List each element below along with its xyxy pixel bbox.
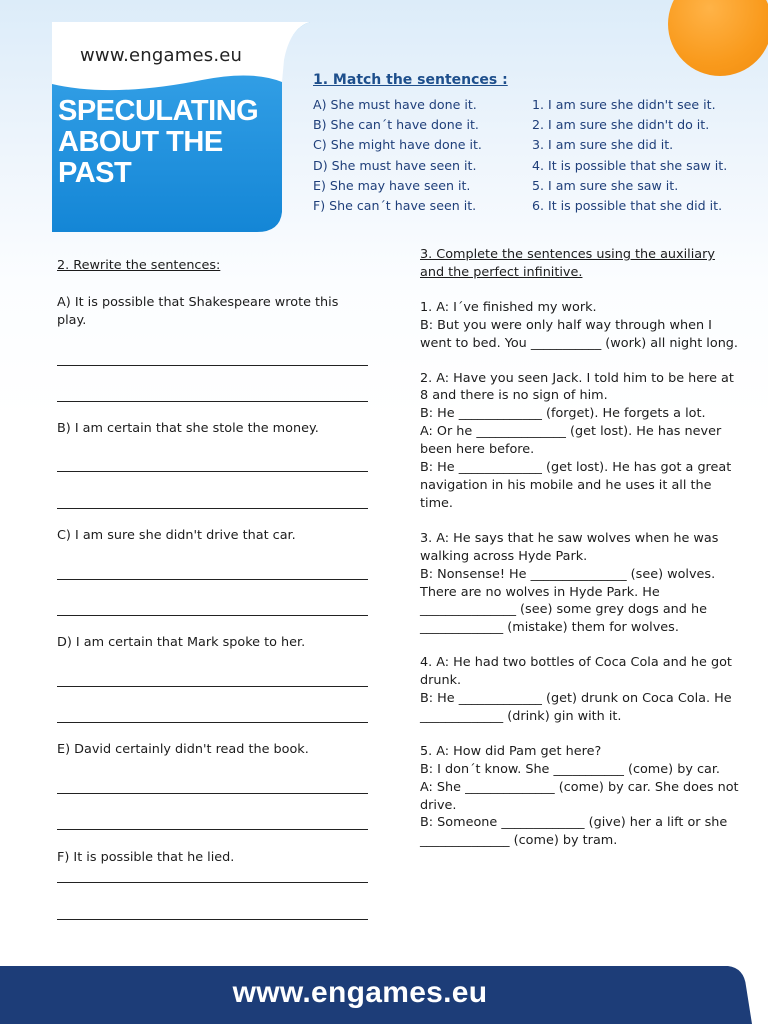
- match-left-item: A) She must have done it.: [313, 97, 477, 112]
- dialogue-line: B: He _____________ (get lost). He has got a great navigation in his mobile and he uses it all the time.: [420, 460, 732, 511]
- exercise2: [57, 258, 369, 865]
- title-line-3: PAST: [58, 157, 132, 189]
- answer-line[interactable]: [57, 919, 368, 920]
- match-left-item: F) She can´t have seen it.: [313, 197, 477, 213]
- rewrite-prompt: C) I am sure she didn't drive that car.: [57, 528, 296, 543]
- exercise1-left-list: [313, 97, 482, 218]
- match-right-item: 5. I am sure she saw it.: [532, 177, 679, 193]
- dialogue-line: B: Nonsense! He _______________ (see) wolves. There are no wolves in Hyde Park. He _______________ (see) some grey dogs and he _____________ (mistake) them for wolves.: [420, 566, 716, 636]
- match-left-item: E) She may have seen it.: [313, 177, 471, 193]
- match-right-item: 1. I am sure she didn't see it.: [532, 97, 716, 112]
- match-right-item: 4. It is possible that she saw it.: [532, 157, 728, 173]
- dialogue-line: 3. A: He says that he saw wolves when he was walking across Hyde Park.: [420, 530, 719, 564]
- answer-line[interactable]: [57, 615, 368, 616]
- exercise3-item-5: [420, 743, 740, 850]
- exercise3-item-3: [420, 530, 740, 637]
- page-title: [58, 96, 298, 189]
- dialogue-line: B: But you were only half way through when I went to bed. You ___________ (work) all night long.: [420, 317, 738, 351]
- rewrite-item-c: [57, 527, 369, 545]
- rewrite-prompt: D) I am certain that Mark spoke to her.: [57, 635, 306, 650]
- site-url-footer[interactable]: www.engames.eu: [232, 976, 488, 1009]
- answer-line[interactable]: [57, 579, 368, 580]
- exercise1-right-list: [532, 97, 727, 218]
- exercise3-item-1: [420, 299, 740, 353]
- answer-line[interactable]: [57, 793, 368, 794]
- exercise3-item-2: [420, 370, 740, 513]
- title-line-1: SPECULATING: [58, 95, 259, 127]
- rewrite-prompt: A) It is possible that Shakespeare wrote this play.: [57, 295, 339, 328]
- match-left-item: C) She might have done it.: [313, 137, 482, 153]
- dialogue-line: A: Or he ______________ (get lost). He has never been here before.: [420, 424, 722, 458]
- dialogue-line: 1. A: I´ve finished my work.: [420, 299, 597, 315]
- rewrite-item-e: [57, 741, 369, 759]
- rewrite-item-f: [57, 849, 369, 867]
- answer-line[interactable]: [57, 722, 368, 723]
- dialogue-line: 2. A: Have you seen Jack. I told him to be here at 8 and there is no sign of him.: [420, 370, 734, 404]
- dialogue-line: B: Someone _____________ (give) her a lift or she ______________ (come) by tram.: [420, 815, 728, 849]
- rewrite-item-a: [57, 294, 369, 330]
- match-left-item: B) She can´t have done it.: [313, 117, 479, 133]
- exercise3: [420, 246, 740, 867]
- answer-line[interactable]: [57, 471, 368, 472]
- answer-line[interactable]: [57, 508, 368, 509]
- match-right-item: 6. It is possible that she did it.: [532, 197, 723, 213]
- dialogue-line: B: I don´t know. She ___________ (come) by car.: [420, 761, 721, 777]
- exercise3-item-4: [420, 654, 740, 726]
- answer-line[interactable]: [57, 365, 368, 366]
- match-right-item: 2. I am sure she didn't do it.: [532, 117, 710, 133]
- title-line-2: ABOUT THE: [58, 126, 223, 158]
- dialogue-line: B: He _____________ (forget). He forgets a lot.: [420, 406, 706, 422]
- rewrite-item-d: [57, 634, 369, 652]
- answer-line[interactable]: [57, 882, 368, 883]
- exercise1-heading: 1. Match the sentences :: [313, 72, 508, 88]
- answer-line[interactable]: [57, 686, 368, 687]
- rewrite-prompt: F) It is possible that he lied.: [57, 850, 235, 865]
- exercise3-heading: 3. Complete the sentences using the auxiliary and the perfect infinitive.: [420, 247, 715, 280]
- rewrite-prompt: E) David certainly didn't read the book.: [57, 742, 309, 757]
- dialogue-line: 5. A: How did Pam get here?: [420, 743, 602, 759]
- dialogue-line: B: He _____________ (get) drunk on Coca Cola. He _____________ (drink) gin with it.: [420, 691, 732, 724]
- site-url-top[interactable]: www.engames.eu: [80, 45, 243, 66]
- match-right-item: 3. I am sure she did it.: [532, 137, 674, 153]
- answer-line[interactable]: [57, 829, 368, 830]
- exercise2-heading: 2. Rewrite the sentences:: [57, 258, 221, 273]
- dialogue-line: 4. A: He had two bottles of Coca Cola and he got drunk.: [420, 655, 732, 689]
- rewrite-prompt: B) I am certain that she stole the money.: [57, 421, 319, 436]
- match-left-item: D) She must have seen it.: [313, 157, 477, 173]
- answer-line[interactable]: [57, 401, 368, 402]
- rewrite-item-b: [57, 420, 369, 438]
- dialogue-line: A: She ______________ (come) by car. She does not drive.: [420, 779, 739, 813]
